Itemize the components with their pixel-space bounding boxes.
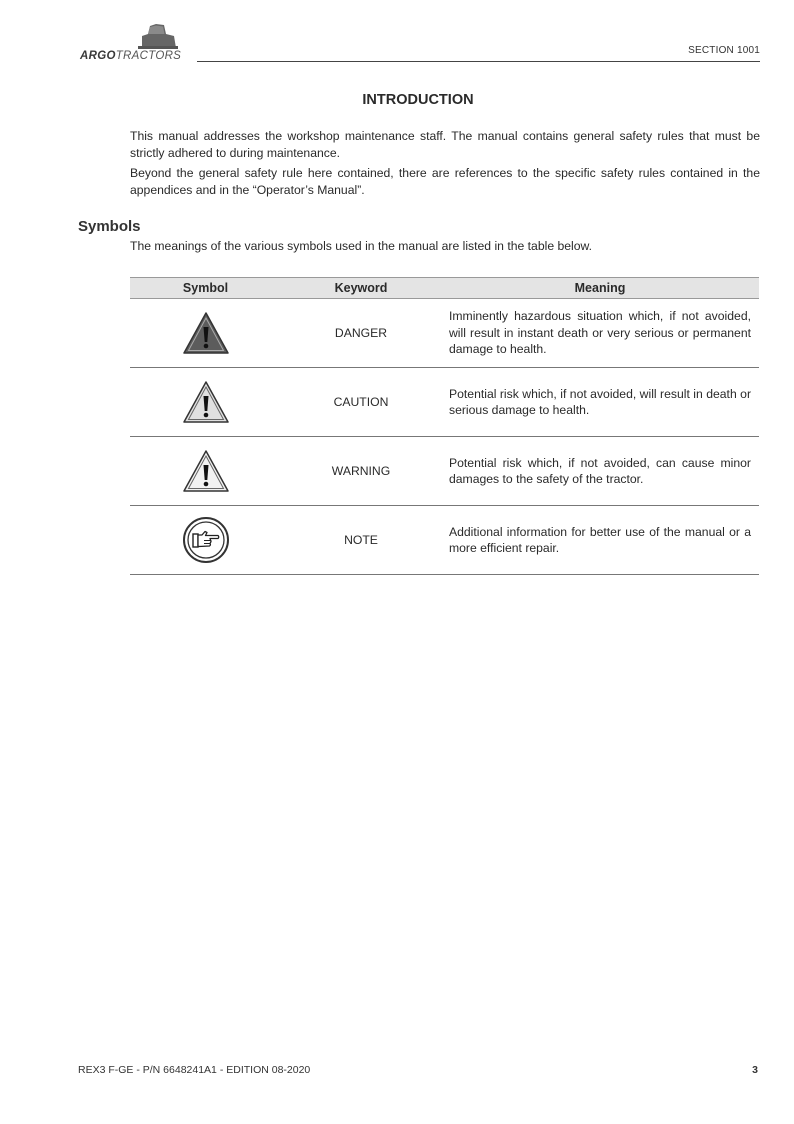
meaning-cell: Imminently hazardous situation which, if not avoided, will result in instant death or very serious or permanent damage to health.: [441, 299, 759, 368]
warning-triangle-icon: [182, 449, 230, 493]
logo-text-light: TRACTORS: [115, 50, 182, 62]
keyword-cell: WARNING: [281, 437, 441, 506]
symbol-cell: [130, 437, 281, 506]
section-label: SECTION 1001: [688, 45, 760, 56]
symbol-cell: [130, 299, 281, 368]
symbol-cell: [130, 506, 281, 575]
header-divider: [197, 61, 760, 62]
table-row: [130, 437, 759, 506]
danger-triangle-icon: [182, 311, 230, 355]
argo-tractors-logo: [80, 22, 200, 66]
keyword-cell: NOTE: [281, 506, 441, 575]
table-header-row: [130, 278, 759, 299]
symbols-table: [130, 277, 759, 575]
column-header-keyword: Keyword: [281, 278, 441, 299]
meaning-cell: Potential risk which, if not avoided, can cause minor damages to the safety of the tractor.: [441, 437, 759, 506]
table-row: [130, 368, 759, 437]
symbols-description: The meanings of the various symbols used in the manual are listed in the table below.: [130, 239, 593, 253]
symbols-heading: Symbols: [78, 218, 141, 235]
tractor-icon: [134, 22, 178, 50]
keyword-cell: CAUTION: [281, 368, 441, 437]
meaning-cell: Additional information for better use of the manual or a more efficient repair.: [441, 506, 759, 575]
footer-page-number: 3: [752, 1064, 758, 1076]
table-row: [130, 506, 759, 575]
caution-triangle-icon: [182, 380, 230, 424]
symbol-cell: [130, 368, 281, 437]
intro-paragraph-2: Beyond the general safety rule here contained, there are references to the specific safety rules contained in the appendices and in the “Operator’s Manual”.: [130, 166, 760, 197]
pointing-hand-icon: [182, 516, 230, 564]
table-row: [130, 299, 759, 368]
keyword-cell: DANGER: [281, 299, 441, 368]
meaning-cell: Potential risk which, if not avoided, will result in death or serious damage to health.: [441, 368, 759, 437]
logo-text-bold: ARGO: [80, 50, 116, 62]
intro-paragraph-1: This manual addresses the workshop maintenance staff. The manual contains general safety rules that must be strictly adhered to during maintenance.: [130, 129, 760, 160]
page-title: INTRODUCTION: [362, 92, 474, 108]
footer-document-id: REX3 F-GE - P/N 6648241A1 - EDITION 08-2020: [78, 1064, 311, 1076]
column-header-meaning: Meaning: [441, 278, 759, 299]
column-header-symbol: Symbol: [130, 278, 281, 299]
logo-wordmark: [80, 50, 181, 62]
